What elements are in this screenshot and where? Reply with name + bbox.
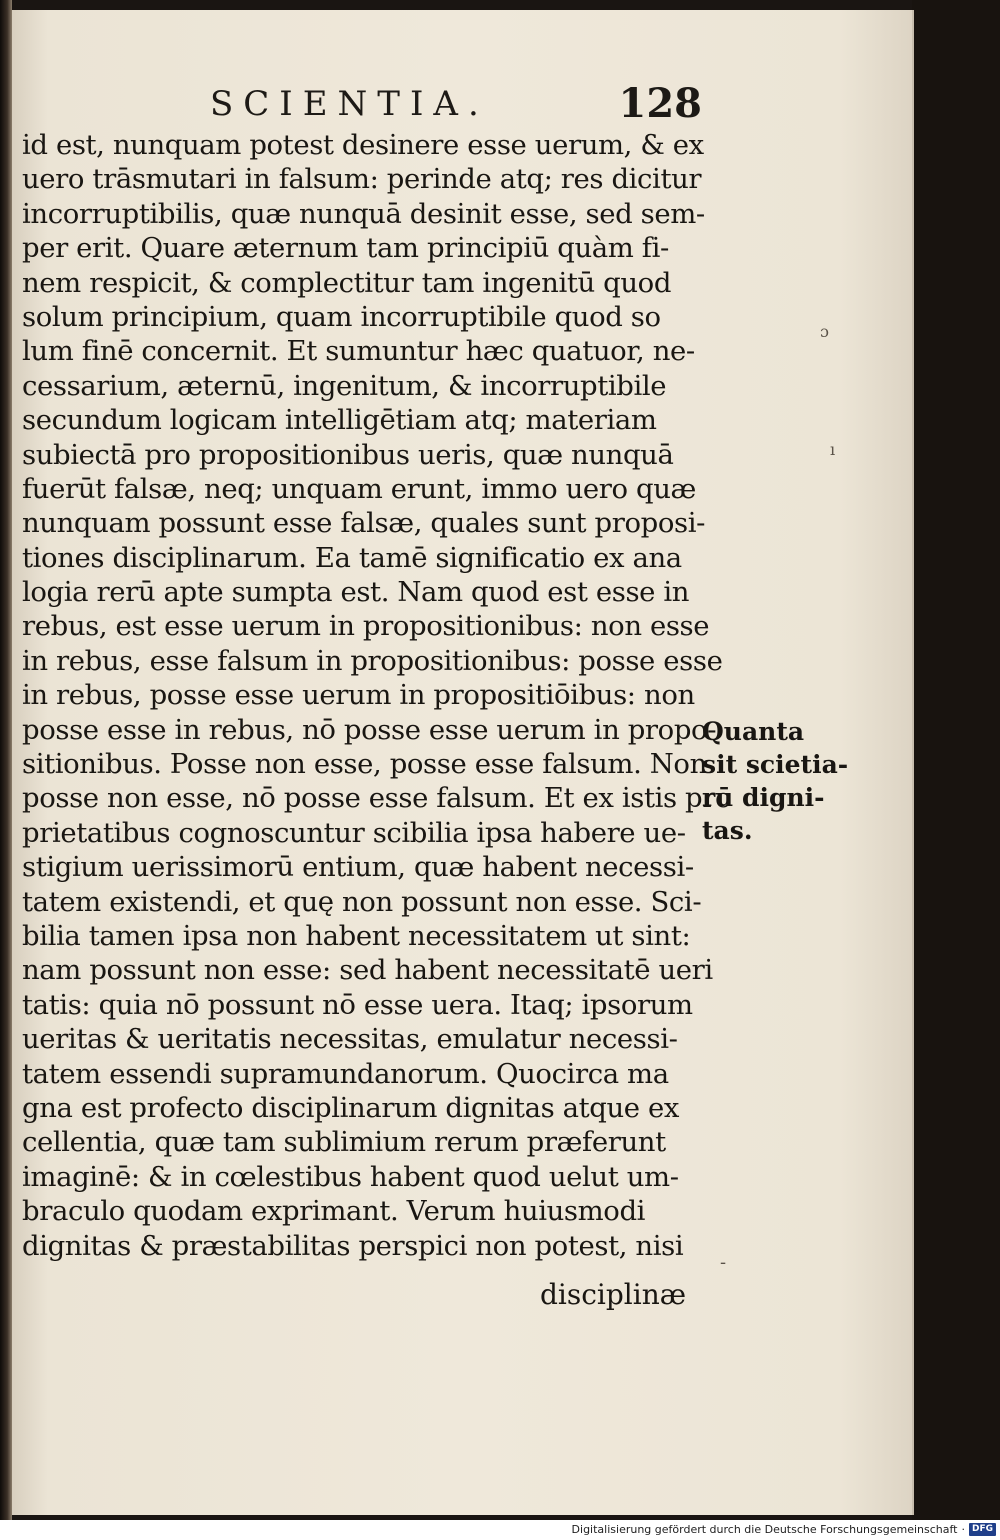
text-line: fuerūt falsæ, neq; unquam erunt, immo uero quæ xyxy=(22,472,696,505)
marginal-note-line: Quanta xyxy=(702,717,805,746)
text-line: posse non esse, nō posse esse falsum. Et ex istis pro xyxy=(22,782,732,815)
text-line: nem respicit, & complectitur tam ingenitū quod xyxy=(22,266,672,299)
text-line: rebus, est esse uerum in propositionibus: non esse xyxy=(22,610,710,643)
separator-dot: · xyxy=(961,1523,965,1536)
scan-background xyxy=(912,0,1000,1520)
page-number: 128 xyxy=(618,80,702,127)
book-spine-edge xyxy=(0,0,12,1520)
page-header xyxy=(200,80,710,130)
text-line: subiectā pro propositionibus ueris, quæ nunquā xyxy=(22,438,674,471)
digitization-credit xyxy=(572,1523,996,1536)
text-line: ueritas & ueritatis necessitas, emulatur necessi- xyxy=(22,1023,678,1056)
text-line: incorruptibilis, quæ nunquā desinit esse, sed sem- xyxy=(22,197,705,230)
text-line: posse esse in rebus, nō posse esse uerum in propo- xyxy=(22,713,717,746)
text-line: dignitas & præstabilitas perspici non potest, nisi xyxy=(22,1229,684,1262)
text-line: cellentia, quæ tam sublimium rerum præferunt xyxy=(22,1126,666,1159)
text-line: per erit. Quare æternum tam principiū quàm fi- xyxy=(22,232,669,265)
marginal-note-line: rū digni- xyxy=(702,783,825,812)
text-line: prietatibus cognoscuntur scibilia ipsa habere ue- xyxy=(22,816,686,849)
credit-text: Digitalisierung gefördert durch die Deutsche Forschungsgemeinschaft xyxy=(571,1523,958,1536)
marginal-note-line: tas. xyxy=(702,816,753,845)
text-line: tiones disciplinarum. Ea tamē significatio ex ana xyxy=(22,541,682,574)
catchword: disciplinæ xyxy=(540,1278,687,1311)
bleed-through-mark: - xyxy=(720,1252,727,1273)
text-line: tatis: quia nō possunt nō esse uera. Itaq; ipsorum xyxy=(22,988,693,1021)
text-line: cessarium, æternū, ingenitum, & incorruptibile xyxy=(22,369,667,402)
text-line: solum principium, quam incorruptibile quod so xyxy=(22,300,661,333)
bleed-through-mark: ı xyxy=(830,440,836,459)
text-line: in rebus, esse falsum in propositionibus: posse esse xyxy=(22,644,723,677)
text-line: nam possunt non esse: sed habent necessitatē ueri xyxy=(22,954,713,987)
body-text xyxy=(22,128,732,1263)
text-line: sitionibus. Posse non esse, posse esse falsum. Non xyxy=(22,748,707,781)
bleed-through-mark: ɔ xyxy=(820,322,829,341)
text-line: logia rerū apte sumpta est. Nam quod est esse in xyxy=(22,576,690,609)
text-line: stigium uerissimorū entium, quæ habent necessi- xyxy=(22,851,694,884)
running-title: SCIENTIA. xyxy=(210,84,489,124)
text-line: in rebus, posse esse uerum in propositiōibus: non xyxy=(22,679,695,712)
text-line: uero trāsmutari in falsum: perinde atq; res dicitur xyxy=(22,163,702,196)
text-line: tatem essendi supramundanorum. Quocirca ma xyxy=(22,1057,669,1090)
text-line: lum finē concernit. Et sumuntur hæc quatuor, ne- xyxy=(22,335,695,368)
text-line: tatem existendi, et quę non possunt non esse. Sci- xyxy=(22,885,702,918)
marginal-note-line: sit scietia- xyxy=(702,750,849,779)
text-line: nunquam possunt esse falsæ, quales sunt proposi- xyxy=(22,507,706,540)
text-line: gna est profecto disciplinarum dignitas atque ex xyxy=(22,1091,679,1124)
text-line: braculo quodam exprimant. Verum huiusmodi xyxy=(22,1195,646,1228)
text-line: id est, nunquam potest desinere esse uerum, & ex xyxy=(22,129,704,161)
marginal-note xyxy=(702,715,848,847)
text-line: imaginē: & in cœlestibus habent quod uelut um- xyxy=(22,1160,679,1193)
text-line: bilia tamen ipsa non habent necessitatem ut sint: xyxy=(22,919,691,952)
text-line: secundum logicam intelligētiam atq; materiam xyxy=(22,404,657,437)
dfg-logo: DFG xyxy=(969,1523,996,1536)
